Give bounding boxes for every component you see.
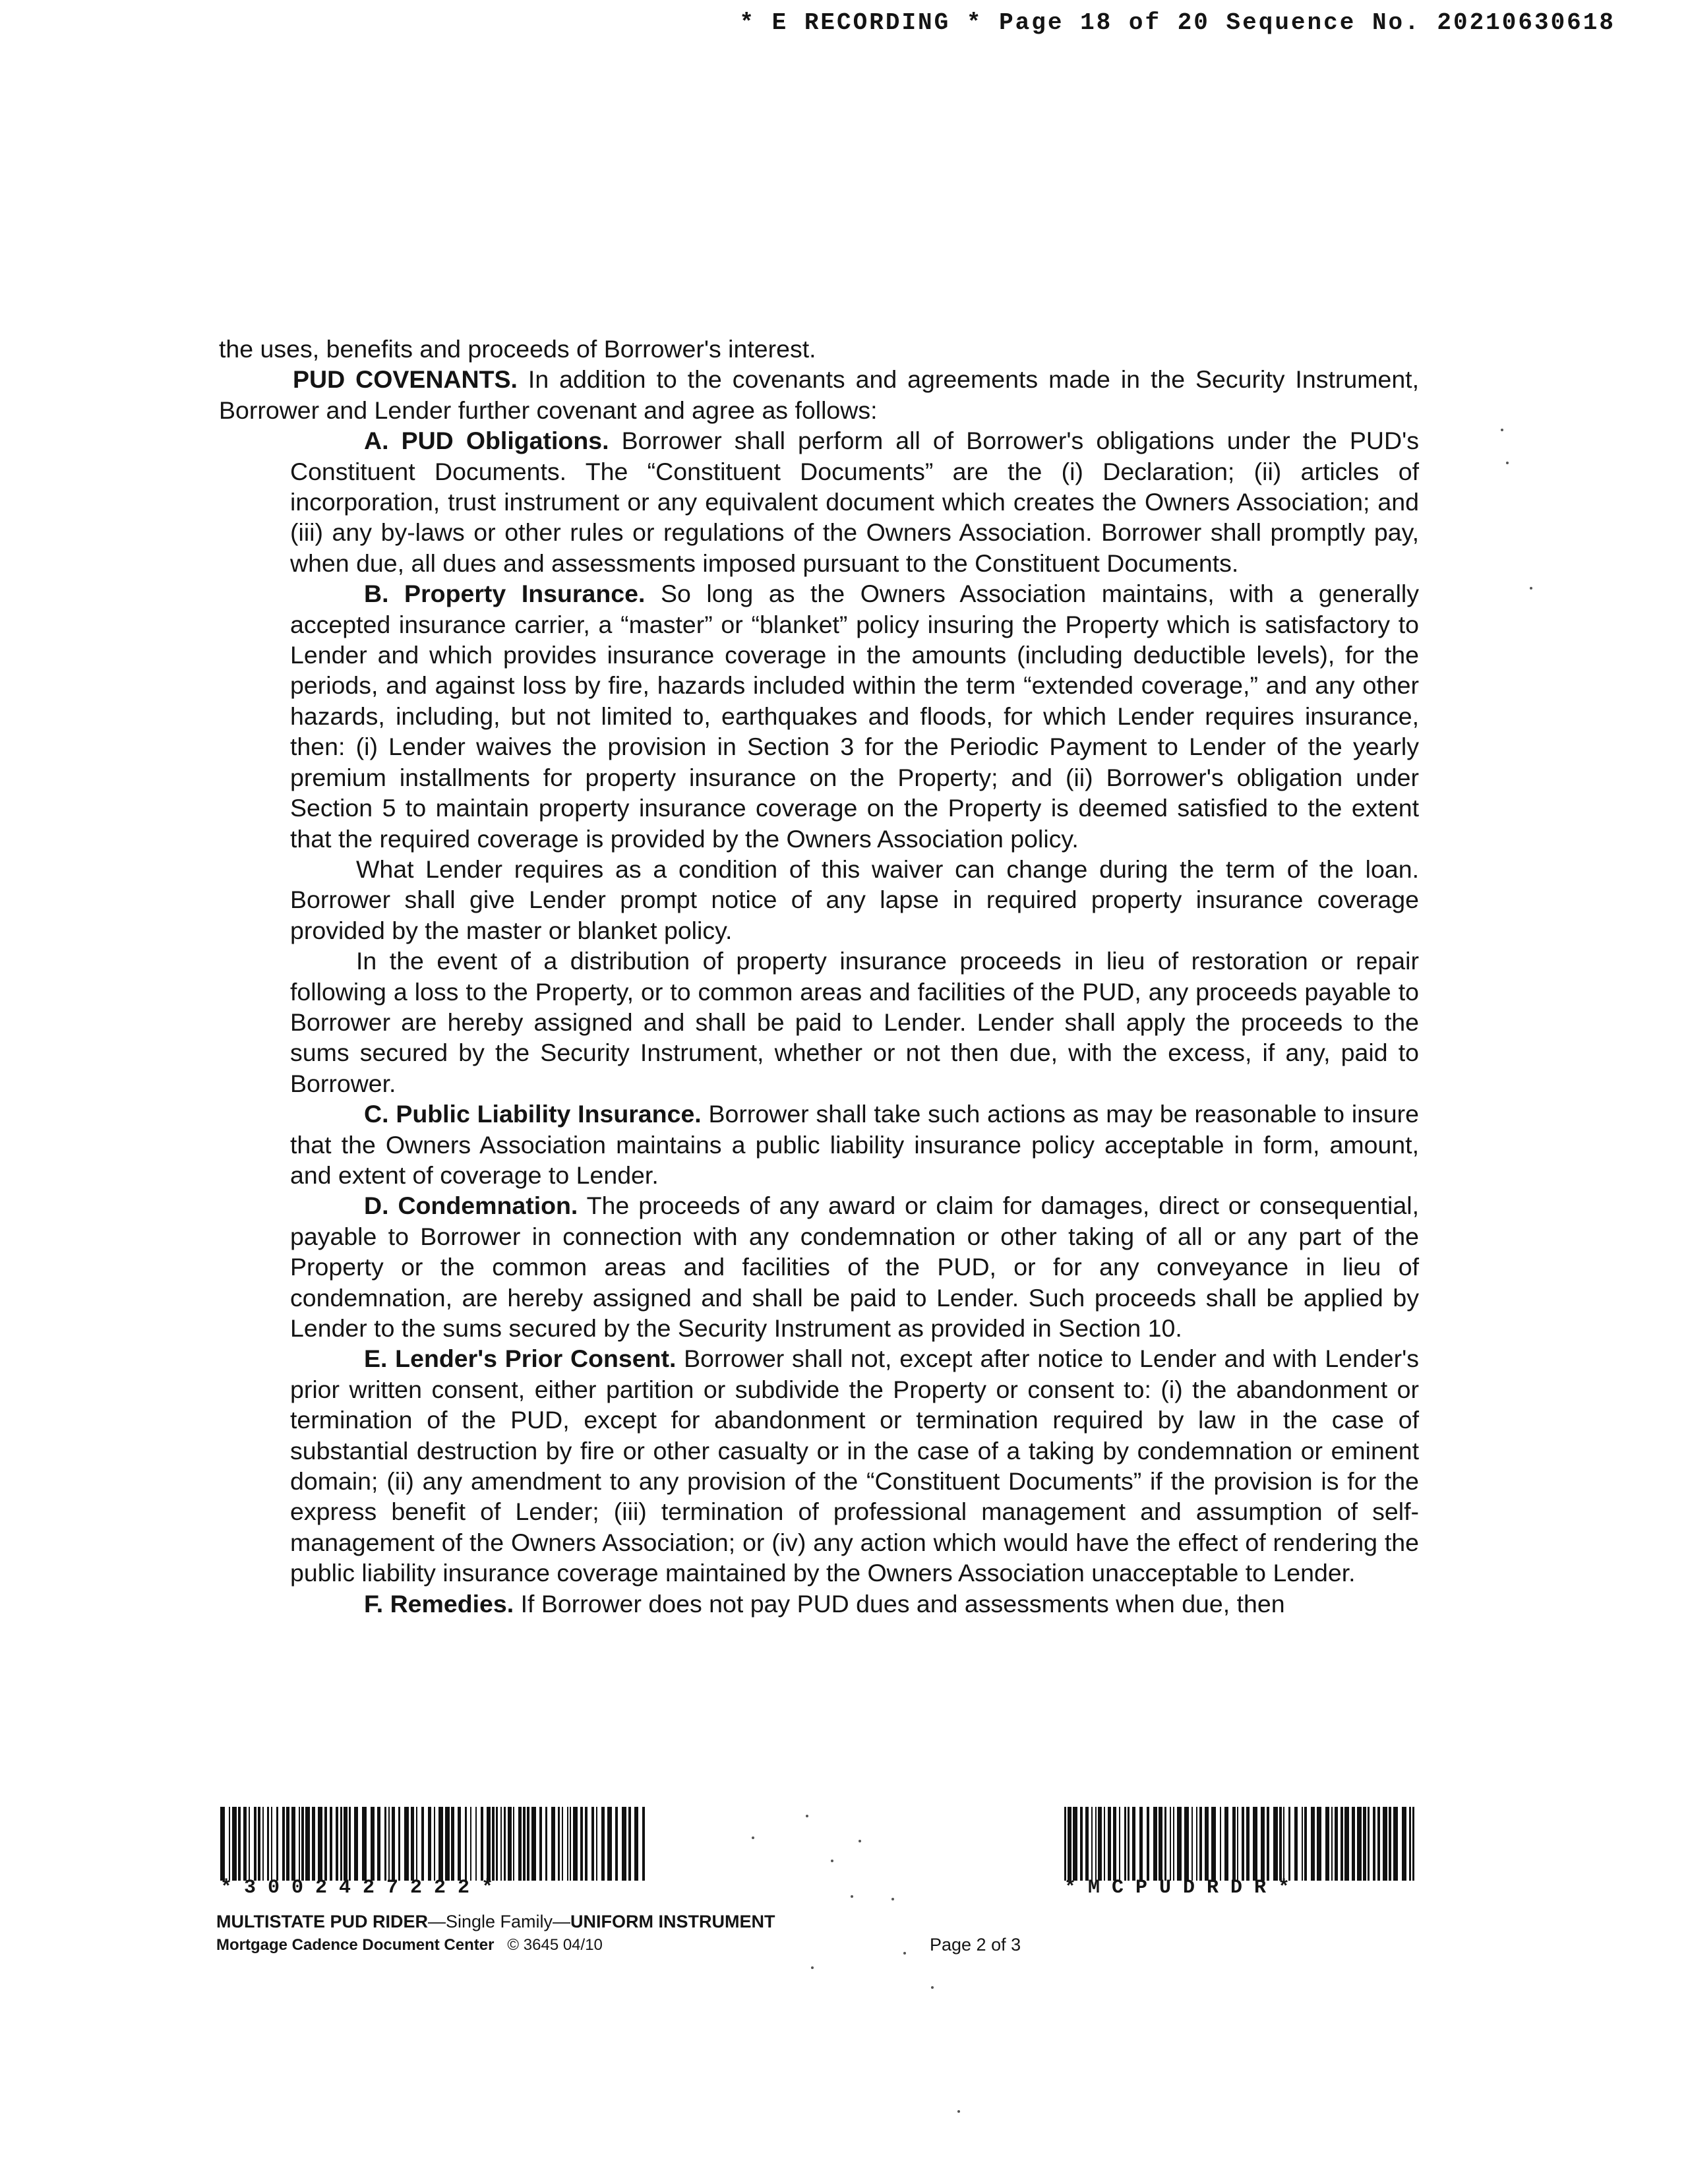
section-e-heading: E. Lender's Prior Consent. — [364, 1345, 677, 1373]
barcode-bar — [1095, 1807, 1097, 1881]
barcode-bar — [622, 1807, 626, 1881]
barcode-bar — [340, 1807, 342, 1881]
barcode-bar — [301, 1807, 304, 1881]
barcode-bar — [531, 1807, 536, 1881]
barcode-bar — [475, 1807, 477, 1881]
section-e-text: Borrower shall not, except after notice to Lender and with Lender's prior written consent, either partition or subdivide the Property or consent to: (i) the abandonment or termination of the PUD, except for abandonment or termination required by law in the case of substantial destruction by fire or other casualty or in the case of a taking by condemnation or eminent domain; (ii) any amendment to any provision of the “Constituent Documents” if the provision is for the express benefit of Lender; (iii) termination of professional management and assumption of self-management of the Owners Association; or (iv) any action which would have the effect of rendering the public liability insurance coverage maintained by the Owners Association unacceptable to Lender. — [290, 1345, 1419, 1587]
barcode-bar — [1304, 1807, 1307, 1881]
barcode-bar — [421, 1807, 424, 1881]
barcode-bar — [330, 1807, 332, 1881]
barcode-bar — [220, 1807, 225, 1881]
barcode-bar — [1402, 1807, 1406, 1881]
document-body — [219, 334, 1419, 1619]
barcode-bar — [562, 1807, 563, 1881]
barcode-bar — [305, 1807, 310, 1881]
barcode-bar — [243, 1807, 247, 1881]
barcode-bar — [1196, 1807, 1197, 1881]
form-title-main: MULTISTATE PUD RIDER — [216, 1912, 428, 1931]
barcode-bar — [1331, 1807, 1333, 1881]
barcode-bar — [1073, 1807, 1077, 1881]
section-d-heading: D. Condemnation. — [364, 1192, 578, 1220]
scan-speck — [891, 1898, 894, 1900]
barcode-bar — [262, 1807, 264, 1881]
recording-header: * E RECORDING * Page 18 of 20 Sequence No. 20210630618 — [739, 9, 1615, 36]
barcode-bar — [585, 1807, 588, 1881]
barcode-bar — [1288, 1807, 1290, 1881]
barcode-left-text: * 3 0 0 2 4 2 7 2 2 2 * — [220, 1877, 494, 1899]
barcode-bar — [1147, 1807, 1149, 1881]
barcode-bar — [384, 1807, 386, 1881]
barcode-bar — [1091, 1807, 1093, 1881]
section-f-text: If Borrower does not pay PUD dues and assessments when due, then — [514, 1589, 1285, 1618]
section-d-text: The proceeds of any award or claim for damages, direct or consequential, payable to Borrower in connection with any condemnation or other taking of all or any part of the Property or the common areas and facilities of the PUD, or for any conveyance in lieu of condemnation, are hereby assigned and shall be paid to Lender. Such proceeds shall be applied by Lender to the sums secured by the Security Instrument as provided in Section 10. — [290, 1192, 1419, 1342]
barcode-bar — [451, 1807, 454, 1881]
barcode-bar — [539, 1807, 542, 1881]
barcode-bar — [1383, 1807, 1387, 1881]
barcode-bar — [238, 1807, 241, 1881]
barcode-bar — [1113, 1807, 1116, 1881]
barcode-bar — [1108, 1807, 1111, 1881]
barcode-bar — [1124, 1807, 1126, 1881]
section-c-text: Borrower shall take such actions as may be reasonable to insure that the Owners Association maintains a public liability insurance policy acceptable in form, amount, and extent of coverage to Lender. — [290, 1100, 1419, 1189]
barcode-bar — [354, 1807, 358, 1881]
barcode-bar — [481, 1807, 483, 1881]
section-f — [290, 1589, 1419, 1619]
barcode-bar — [286, 1807, 289, 1881]
barcode-bar — [258, 1807, 260, 1881]
barcode-bar — [318, 1807, 322, 1881]
barcode-bar — [1098, 1807, 1102, 1881]
barcode-bar — [1302, 1807, 1303, 1881]
barcode-bar — [492, 1807, 495, 1881]
scan-speck — [1501, 429, 1503, 431]
barcode-bar — [1211, 1807, 1216, 1881]
section-b-text: So long as the Owners Association maintains, with a generally accepted insurance carrier, a “master” or “blanket” policy insuring the Property which is satisfactory to Lender and which provides insurance coverage in the amounts (including deductible levels), for the periods, and against loss by fire, hazards included within the term “extended coverage,” and any other hazards, including, but not limited to, earthquakes and floods, for which Lender requires insurance, then: (i) Lender waives the provision in Section 3 for the Periodic Payment to Lender of the yearly premium installments for property insurance on the Property; and (ii) Borrower's obligation under Section 5 to maintain property insurance coverage on the Property is deemed satisfied to the extent that the required coverage is provided by the Owners Association policy. — [290, 580, 1420, 853]
section-f-heading: F. Remedies. — [364, 1589, 514, 1618]
pud-covenants-heading: PUD COVENANTS. — [293, 365, 518, 394]
barcode-bar — [362, 1807, 367, 1881]
barcode-bar — [344, 1807, 347, 1881]
barcode-bar — [1412, 1807, 1414, 1881]
barcode-bar — [398, 1807, 400, 1881]
barcode-bar — [1279, 1807, 1282, 1881]
barcode-bar — [1170, 1807, 1171, 1881]
barcode-bar — [1335, 1807, 1338, 1881]
section-b-heading: B. Property Insurance. — [364, 580, 646, 608]
barcode-bar — [1242, 1807, 1244, 1881]
document-center-name: Mortgage Cadence Document Center — [216, 1936, 495, 1954]
scan-speck — [831, 1860, 833, 1862]
barcode-bar — [465, 1807, 467, 1881]
barcode-bar — [470, 1807, 471, 1881]
barcode-bar — [1153, 1807, 1157, 1881]
scan-speck — [957, 2110, 960, 2113]
barcode-bar — [267, 1807, 269, 1881]
barcode-bar — [1352, 1807, 1355, 1881]
barcode-bar — [591, 1807, 594, 1881]
barcode-bar — [438, 1807, 443, 1881]
section-a-text: Borrower shall perform all of Borrower's obligations under the PUD's Constituent Documents. The “Constituent Documents” are the (i) Declaration; (ii) articles of incorporation, trust instrument or any equivalent document which creates the Owners Association; and (iii) any by-laws or other rules or regulations of the Owners Association. Borrower shall promptly pay, when due, all dues and assessments imposed pursuant to the Constituent Documents. — [290, 427, 1419, 577]
barcode-bar — [615, 1807, 618, 1881]
barcode-bar — [607, 1807, 612, 1881]
barcode-bar — [249, 1807, 250, 1881]
scan-speck — [752, 1836, 754, 1839]
scan-speck — [903, 1952, 906, 1955]
barcode-bar — [508, 1807, 512, 1881]
barcode-right-bars — [1064, 1807, 1420, 1881]
barcode-bar — [411, 1807, 414, 1881]
barcode-bar — [1389, 1807, 1391, 1881]
barcode-bar — [1325, 1807, 1329, 1881]
section-e — [290, 1343, 1419, 1588]
barcode-bar — [291, 1807, 295, 1881]
barcode-bar — [518, 1807, 522, 1881]
barcode-bar — [349, 1807, 351, 1881]
pud-covenants-text: In addition to the covenants and agreements made in the Security Instrument, Borrower and Lender further covenant and agree as follows: — [219, 365, 1420, 424]
barcode-bar — [1199, 1807, 1202, 1881]
section-b-paragraph-2: What Lender requires as a condition of this waiver can change during the term of the loan. Borrower shall give Lender prompt notice of any lapse in required property insurance coverage provided by the master or blanket policy. — [290, 855, 1419, 944]
barcode-bar — [282, 1807, 285, 1881]
barcode-bar — [551, 1807, 555, 1881]
barcode-bar — [404, 1807, 409, 1881]
barcode-bar — [1363, 1807, 1366, 1881]
barcode-bar — [500, 1807, 502, 1881]
barcode-bar — [567, 1807, 568, 1881]
barcode-bar — [527, 1807, 529, 1881]
barcode-bar — [1177, 1807, 1182, 1881]
barcode-bar — [573, 1807, 578, 1881]
barcode-bar — [642, 1807, 645, 1881]
barcode-bar — [628, 1807, 631, 1881]
barcode-bar — [1220, 1807, 1221, 1881]
barcode-bar — [416, 1807, 417, 1881]
barcode-bar — [1139, 1807, 1143, 1881]
barcode-bar — [1064, 1807, 1066, 1881]
barcode-bar — [1068, 1807, 1071, 1881]
barcode-bar — [601, 1807, 605, 1881]
barcode-bar — [1191, 1807, 1193, 1881]
page-number: Page 2 of 3 — [930, 1935, 1021, 1955]
section-a — [290, 425, 1419, 578]
barcode-bar — [1205, 1807, 1209, 1881]
barcode-bar — [1104, 1807, 1105, 1881]
barcode-bar — [371, 1807, 375, 1881]
barcode-bar — [1344, 1807, 1349, 1881]
barcode-bar — [545, 1807, 547, 1881]
barcode-bar — [1409, 1807, 1411, 1881]
section-c — [290, 1099, 1419, 1190]
barcode-bar — [377, 1807, 380, 1881]
barcode-bar — [1132, 1807, 1135, 1881]
barcode-bar — [1294, 1807, 1298, 1881]
section-b-paragraph-3: In the event of a distribution of property insurance proceeds in lieu of restoration or repair following a loss to the Property, or to common areas and facilities of the PUD, any proceeds payable to Borrower are hereby assigned and shall be paid to Lender. Lender shall apply the proceeds to the sums secured by the Security Instrument, whether or not then due, with the excess, if any, paid to Borrower. — [290, 947, 1419, 1097]
barcode-right-text: * M C P U D R D R * — [1064, 1877, 1290, 1899]
scan-speck — [1506, 462, 1509, 464]
barcode-bar — [1317, 1807, 1321, 1881]
scan-speck — [851, 1895, 853, 1898]
barcode-bar — [1237, 1807, 1238, 1881]
form-title-sub: —Single Family— — [427, 1912, 571, 1931]
barcode-bar — [445, 1807, 450, 1881]
barcode-bar — [1283, 1807, 1284, 1881]
barcode-bar — [458, 1807, 461, 1881]
barcode-bar — [1164, 1807, 1166, 1881]
barcode-bar — [299, 1807, 300, 1881]
barcode-bar — [504, 1807, 506, 1881]
scan-speck — [859, 1840, 861, 1842]
barcode-bar — [271, 1807, 272, 1881]
barcode-bar — [558, 1807, 560, 1881]
barcode-bar — [1253, 1807, 1257, 1881]
barcode-bar — [1393, 1807, 1398, 1881]
barcode-bar — [523, 1807, 526, 1881]
barcode-bar — [434, 1807, 435, 1881]
barcode-bar — [1085, 1807, 1089, 1881]
barcode-bar — [1261, 1807, 1265, 1881]
intro-line: the uses, benefits and proceeds of Borrower's interest. — [219, 335, 816, 363]
covenant-sections — [219, 425, 1419, 1619]
barcode-bar — [513, 1807, 514, 1881]
document-center-code: © 3645 04/10 — [507, 1936, 603, 1954]
barcode-bar — [324, 1807, 327, 1881]
barcode-bar — [1173, 1807, 1174, 1881]
barcode-bar — [1273, 1807, 1278, 1881]
section-d — [290, 1190, 1419, 1343]
barcode-bar — [1159, 1807, 1162, 1881]
scan-speck — [811, 1966, 814, 1969]
barcode-bar — [580, 1807, 583, 1881]
section-a-heading: A. PUD Obligations. — [364, 427, 609, 455]
barcode-bar — [1311, 1807, 1315, 1881]
barcode-bar — [1224, 1807, 1228, 1881]
barcode-bar — [1184, 1807, 1189, 1881]
barcode-bar — [570, 1807, 571, 1881]
form-title — [216, 1912, 775, 1932]
barcode-bar — [232, 1807, 237, 1881]
barcode-bar — [312, 1807, 315, 1881]
barcode-bar — [1341, 1807, 1343, 1881]
barcode-bar — [1368, 1807, 1370, 1881]
barcode-left — [220, 1807, 649, 1899]
barcode-bar — [428, 1807, 431, 1881]
barcode-bar — [1232, 1807, 1236, 1881]
barcode-bar — [392, 1807, 395, 1881]
barcode-bar — [487, 1807, 491, 1881]
barcode-bar — [1377, 1807, 1380, 1881]
barcode-bar — [1080, 1807, 1083, 1881]
barcode-bar — [1119, 1807, 1120, 1881]
barcode-bar — [596, 1807, 597, 1881]
barcode-bar — [496, 1807, 498, 1881]
barcode-bar — [1373, 1807, 1375, 1881]
barcode-left-bars — [220, 1807, 649, 1881]
document-center-line — [216, 1936, 603, 1955]
barcode-bar — [1128, 1807, 1130, 1881]
section-b — [290, 578, 1419, 854]
section-c-heading: C. Public Liability Insurance. — [364, 1100, 702, 1128]
barcode-bar — [336, 1807, 338, 1881]
barcode-bar — [1357, 1807, 1362, 1881]
scan-speck — [806, 1815, 808, 1817]
barcode-bar — [276, 1807, 278, 1881]
scan-speck — [1530, 587, 1532, 590]
scan-speck — [931, 1986, 934, 1989]
pud-covenants-paragraph — [219, 364, 1419, 425]
barcode-bar — [1246, 1807, 1250, 1881]
barcode-bar — [634, 1807, 638, 1881]
barcode-bar — [388, 1807, 390, 1881]
barcode-bar — [1267, 1807, 1269, 1881]
barcode-right — [1064, 1807, 1420, 1899]
barcode-bar — [229, 1807, 230, 1881]
barcode-bar — [254, 1807, 256, 1881]
form-title-suffix: UNIFORM INSTRUMENT — [570, 1912, 775, 1931]
